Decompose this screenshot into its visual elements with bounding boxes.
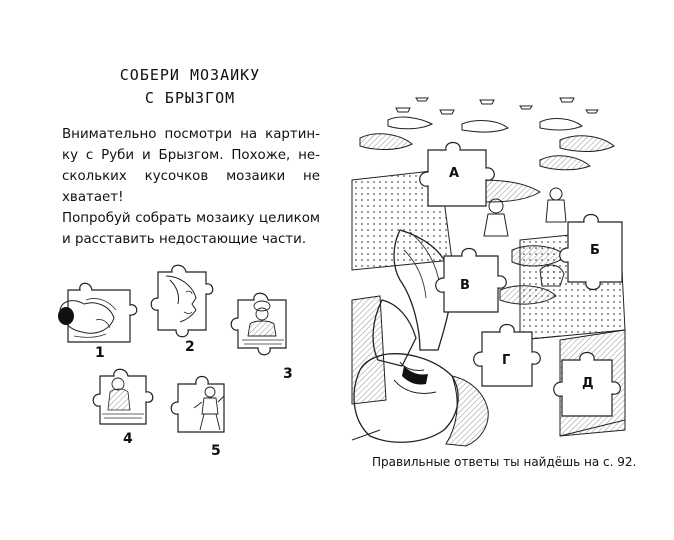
instruction-line-1: Внимательно посмотри на картин- [62,127,320,142]
piece-number-4: 4 [123,431,133,447]
answers-footnote: Правильные ответы ты найдёшь на с. 92. [372,455,637,469]
piece-number-5: 5 [211,443,221,459]
puzzle-piece-1[interactable] [58,283,137,342]
slot-label-v: В [460,278,470,293]
slot-label-b: Б [590,243,600,258]
slot-label-g: Г [502,353,511,368]
instruction-line-5: и расставить недостающие части. [62,232,307,247]
slot-label-d: Д [582,376,594,391]
instruction-line-3: скольких кусочков мозаики не хватает! [62,169,320,205]
slot-v[interactable] [436,249,507,313]
piece-number-2: 2 [185,339,195,355]
puzzle-piece-5[interactable] [171,377,224,433]
instruction-line-2: ку с Руби и Брызгом. Похоже, не- [62,148,320,163]
puzzle-piece-2[interactable] [151,265,213,337]
puzzle-piece-3[interactable] [231,293,286,355]
page-title-line-2: С БРЫЗГОМ [144,89,236,107]
piece-number-3: 3 [283,366,293,382]
puzzle-piece-4[interactable] [93,369,153,424]
page-title-line-1: СОБЕРИ МОЗАИКУ [119,66,261,84]
slot-label-a: А [449,166,460,181]
instruction-line-4: Попробуй собрать мозаику целиком [62,211,320,226]
piece-number-1: 1 [95,345,105,361]
